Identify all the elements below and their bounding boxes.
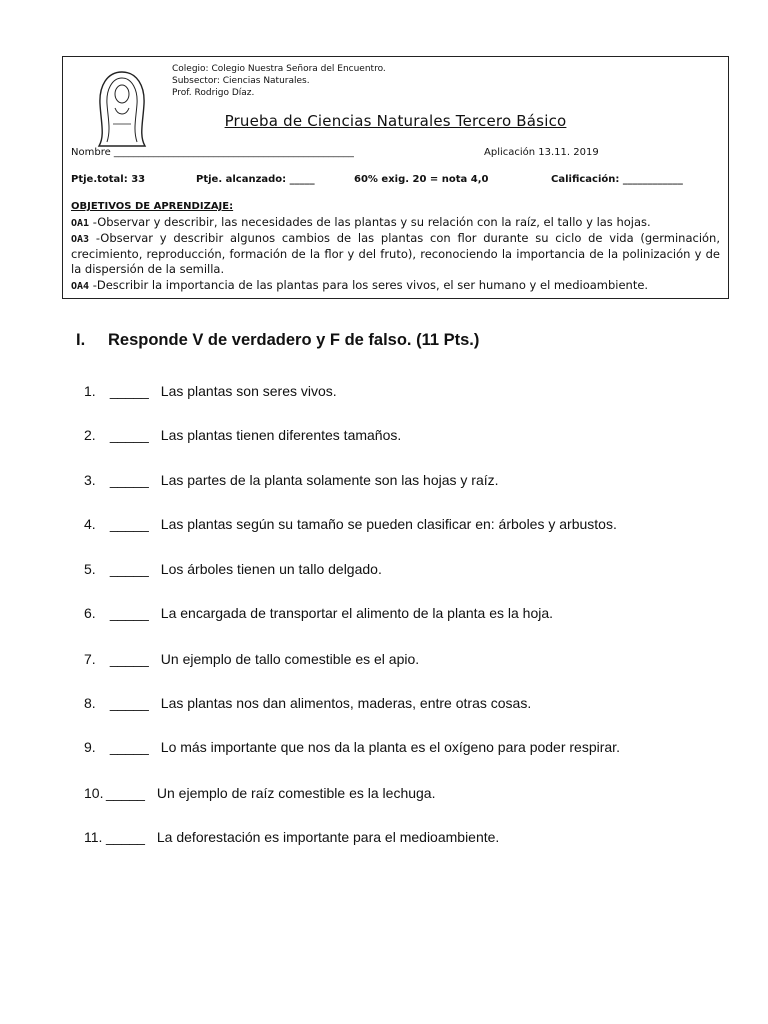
item-text: Un ejemplo de tallo comestible es el apio. [160, 651, 420, 667]
answer-blank[interactable]: _____ [106, 829, 145, 845]
list-item [84, 427, 401, 443]
section-title [76, 331, 479, 350]
item-text: Lo más importante que nos da la planta es el oxígeno para poder respirar. [160, 739, 620, 755]
item-number: 3. [84, 472, 96, 488]
item-text: Las partes de la planta solamente son las hojas y raíz. [160, 472, 499, 488]
item-text: La deforestación es importante para el medioambiente. [156, 829, 500, 845]
professor: Prof. Rodrigo Díaz. [172, 88, 255, 98]
exigency: 60% exig. 20 = nota 4,0 [354, 174, 489, 185]
objective-text: -Describir la importancia de las plantas para los seres vivos, el ser humano y el medioambiente. [89, 278, 649, 292]
answer-blank[interactable]: _____ [109, 739, 149, 755]
answer-blank[interactable]: _____ [109, 561, 149, 577]
school-logo-icon [93, 68, 151, 150]
item-text: Las plantas son seres vivos. [160, 383, 337, 399]
item-number: 4. [84, 516, 96, 532]
list-item [84, 561, 382, 577]
item-number: 11. [84, 829, 103, 845]
list-item [84, 829, 499, 845]
item-text: La encargada de transportar el alimento de la planta es la hoja. [160, 605, 554, 621]
list-item [84, 605, 553, 621]
objective-text: -Observar y describir algunos cambios de las plantas con flor durante su ciclo de vida (germinación, crecimiento, reproducción, formación de la flor y del fruto), reconociendo la importancia de la polinización y de la dispersión de la semilla. [71, 231, 720, 276]
item-number: 7. [84, 651, 96, 667]
total-score: Ptje.total: 33 [71, 174, 146, 185]
list-item [84, 785, 435, 801]
answer-blank[interactable]: _____ [109, 695, 149, 711]
objective-oa3 [71, 231, 720, 277]
objective-code: OA1 [71, 218, 90, 229]
item-number: 1. [84, 383, 96, 399]
item-text: Los árboles tienen un tallo delgado. [160, 561, 382, 577]
section-number: I. [76, 331, 86, 349]
objective-oa1 [71, 215, 720, 231]
item-number: 2. [84, 427, 96, 443]
answer-blank[interactable]: _____ [109, 605, 149, 621]
subsector: Subsector: Ciencias Naturales. [172, 76, 310, 86]
item-number: 5. [84, 561, 96, 577]
item-number: 9. [84, 739, 96, 755]
exam-header [62, 56, 729, 299]
objective-code: OA3 [71, 234, 90, 245]
item-text: Las plantas tienen diferentes tamaños. [160, 427, 402, 443]
name-field[interactable]: Nombre ________________________________________________ [71, 147, 354, 158]
item-text: Las plantas nos dan alimentos, maderas, entre otras cosas. [160, 695, 532, 711]
list-item [84, 651, 419, 667]
answer-blank[interactable]: _____ [109, 383, 149, 399]
item-number: 8. [84, 695, 96, 711]
school-name: Colegio: Colegio Nuestra Señora del Encuentro. [172, 64, 386, 74]
exam-title: Prueba de Ciencias Naturales Tercero Básico [224, 112, 567, 130]
answer-blank[interactable]: _____ [106, 785, 145, 801]
grade-field[interactable]: Calificación: ____________ [551, 174, 683, 185]
list-item [84, 516, 617, 532]
item-number: 6. [84, 605, 96, 621]
list-item [84, 695, 531, 711]
answer-blank[interactable]: _____ [109, 472, 149, 488]
answer-blank[interactable]: _____ [109, 516, 149, 532]
objective-code: OA4 [71, 281, 90, 292]
answer-blank[interactable]: _____ [109, 651, 149, 667]
list-item [84, 383, 337, 399]
application-date: Aplicación 13.11. 2019 [484, 147, 599, 158]
list-item [84, 739, 620, 755]
objectives-heading: OBJETIVOS DE APRENDIZAJE: [71, 201, 234, 212]
school-info [172, 63, 386, 99]
objective-text: -Observar y describir, las necesidades de las plantas y su relación con la raíz, el tallo y las hojas. [89, 215, 651, 229]
list-item [84, 472, 499, 488]
item-number: 10. [84, 785, 104, 801]
item-text: Las plantas según su tamaño se pueden clasificar en: árboles y arbustos. [160, 516, 617, 532]
objective-oa4 [71, 278, 720, 294]
achieved-score[interactable]: Ptje. alcanzado: _____ [196, 174, 315, 185]
section-heading: Responde V de verdadero y F de falso. (11 Pts.) [108, 331, 480, 349]
item-text: Un ejemplo de raíz comestible es la lechuga. [156, 785, 436, 801]
answer-blank[interactable]: _____ [109, 427, 149, 443]
